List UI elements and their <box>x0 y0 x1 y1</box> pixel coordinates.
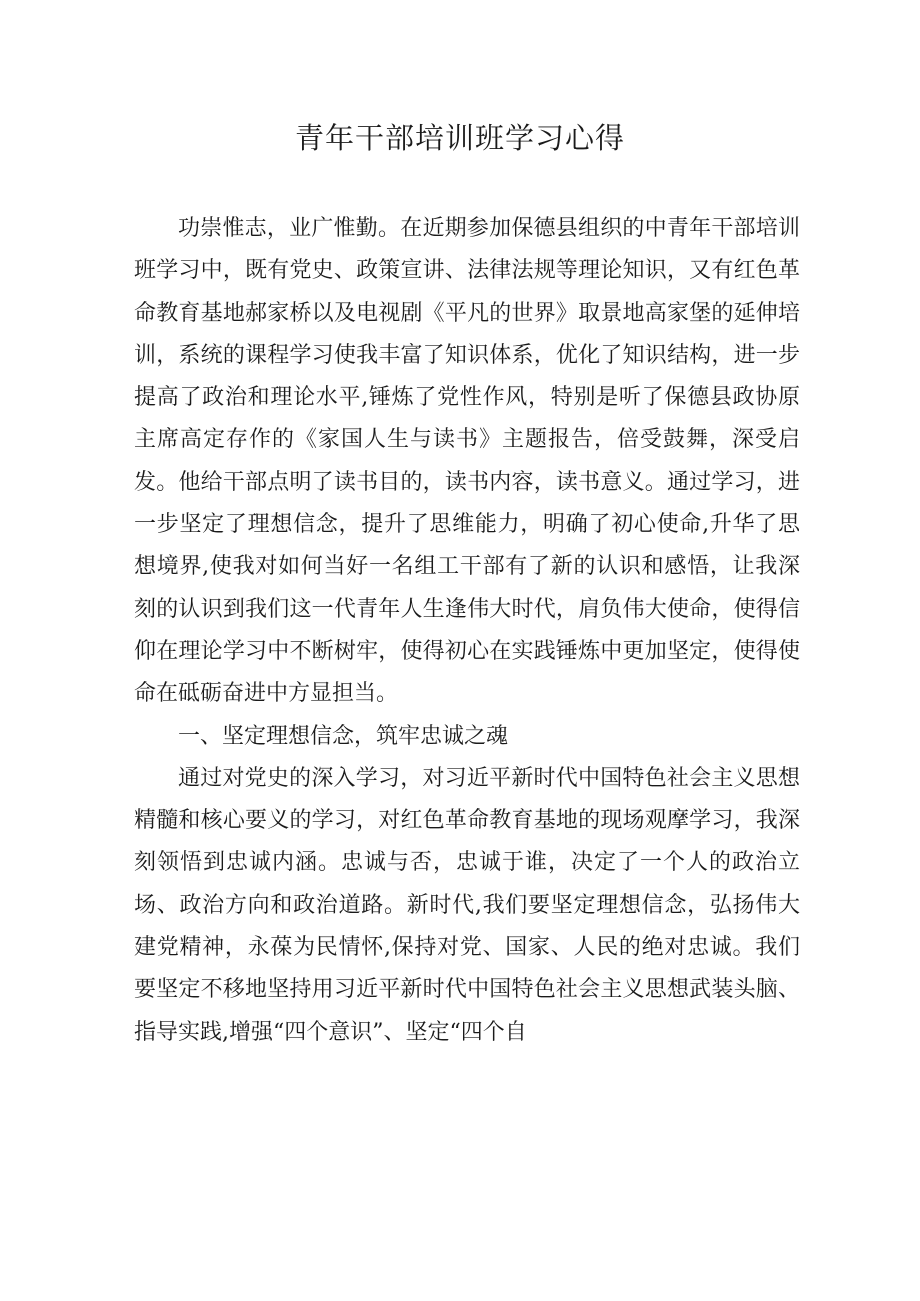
section-paragraph: 通过对党史的深入学习，对习近平新时代中国特色社会主义思想精髓和核心要义的学习，对红色革命教育基地的现场观摩学习，我深刻领悟到忠诚内涵。忠诚与否，忠诚于谁，决定了一个人的政治立场、政治方向和政治道路。新时代,我们要坚定理想信念，弘扬伟大建党精神，永葆为民情怀,保持对党、国家、人民的绝对忠诚。我们要坚定不移地坚持用习近平新时代中国特色社会主义思想武装头脑、指导实践,增强“四个意识”、坚定“四个自 <box>134 765 800 1045</box>
section-heading: 一、坚定理想信念，筑牢忠诚之魂 <box>178 723 509 749</box>
intro-paragraph: 功崇惟志，业广惟勤。在近期参加保德县组织的中青年干部培训班学习中，既有党史、政策宣讲、法律法规等理论知识，又有红色革命教育基地郝家桥以及电视剧《平凡的世界》取景地高家堡的延伸培训，系统的课程学习使我丰富了知识体系，优化了知识结构，进一步提高了政治和理论水平,锤炼了党性作风，特别是听了保德县政协原主席高定存作的《家国人生与读书》主题报告，倍受鼓舞，深受启发。他给干部点明了读书目的，读书内容，读书意义。通过学习，进一步坚定了理想信念，提升了思维能力，明确了初心使命,升华了思想境界,使我对如何当好一名组工干部有了新的认识和感悟，让我深刻的认识到我们这一代青年人生逢伟大时代，肩负伟大使命，使得信仰在理论学习中不断树牢，使得初心在实践锤炼中更加坚定，使得使命在砥砺奋进中方显担当。 <box>134 216 800 707</box>
document-body <box>134 208 800 1054</box>
document-title: 青年干部培训班学习心得 <box>294 121 625 155</box>
